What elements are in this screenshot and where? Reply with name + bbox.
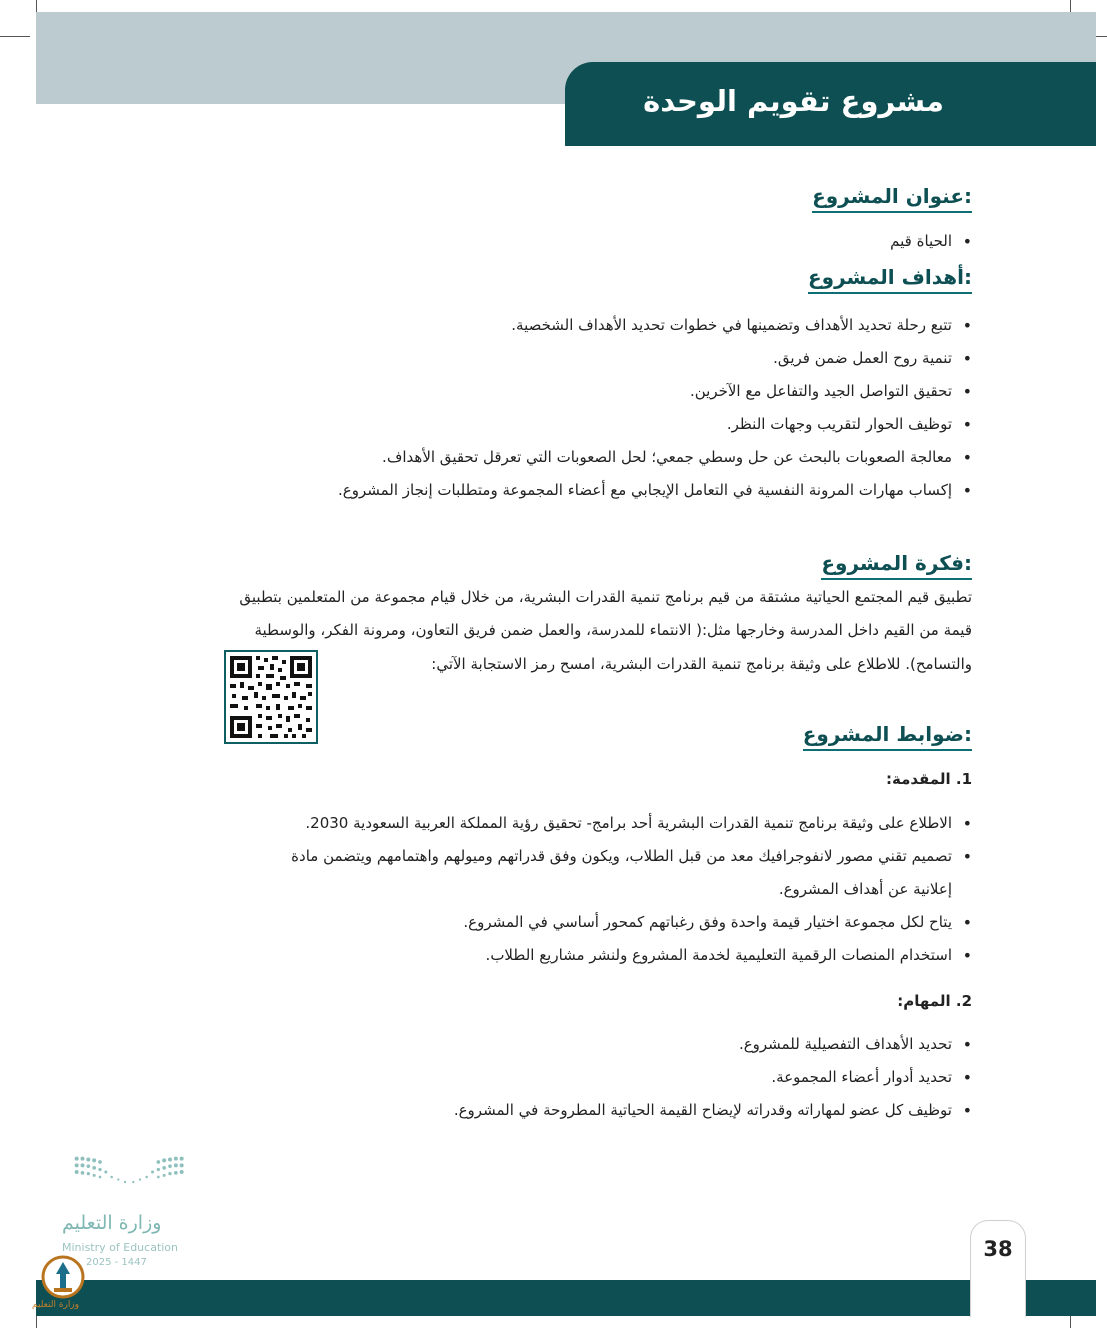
list-item: • استخدام المنصات الرقمية التعليمية لخدمة المشروع ولنشر مشاريع الطلاب. [291, 946, 972, 979]
ministry-logo-icon [60, 1152, 200, 1202]
list-item-continuation: إعلانية عن أهداف المشروع. [778, 880, 952, 898]
project-title-heading: عنوان المشروع: [812, 184, 972, 213]
crop-mark [0, 36, 30, 37]
ministry-name-arabic: وزارة التعليم [62, 1212, 162, 1234]
subsection-heading: 2. المهام: [897, 992, 972, 1010]
project-idea-heading: فكرة المشروع: [821, 551, 972, 580]
project-goals-list [338, 316, 972, 514]
edition-year: 2025 - 1447 [86, 1257, 147, 1268]
footer-band [36, 1280, 1096, 1316]
list-item: • يتاح لكل مجموعة اختيار قيمة واحدة وفق رغباتهم كمحور أساسي في المشروع. [291, 913, 972, 946]
list-item: • إكساب مهارات المرونة النفسية في التعامل الإيجابي مع أعضاء المجموعة ومتطلبات إنجاز المشروع. [338, 481, 972, 514]
paragraph-line: قيمة من القيم داخل المدرسة وخارجها مثل:( الانتماء للمدرسة، والعمل ضمن فريق التعاون، ومرونة الفكر، والوسطية [254, 621, 972, 639]
list-item: • معالجة الصعوبات بالبحث عن حل وسطي جمعي؛ لحل الصعوبات التي تعرقل تحقيق الأهداف. [338, 448, 972, 481]
list-item: • تحديد أدوار أعضاء المجموعة. [454, 1068, 972, 1101]
list-item: • الاطلاع على وثيقة برنامج تنمية القدرات البشرية أحد برامج- تحقيق رؤية المملكة العربية السعودية 2030. [291, 814, 972, 847]
intro-list [291, 814, 972, 979]
list-item: • تنمية روح العمل ضمن فريق. [338, 349, 972, 382]
tasks-list [454, 1035, 972, 1134]
subsection-heading: 1. المقدمة: [885, 770, 972, 788]
page-title: مشروع تقويم الوحدة [643, 84, 944, 118]
list-item: • تتبع رحلة تحديد الأهداف وتضمينها في خطوات تحديد الأهداف الشخصية. [338, 316, 972, 349]
title-banner [565, 62, 1096, 146]
emblem-label: وزارة التعليم [32, 1300, 80, 1310]
page-number-tab [970, 1220, 1026, 1317]
list-item: • الحياة قيم [890, 232, 972, 250]
list-item: • تصميم تقني مصور لانفوجرافيك معد من قبل الطلاب، ويكون وفق قدراتهم وميولهم واهتمامهم ويتضمن مادة [291, 847, 972, 880]
emblem-icon [40, 1254, 86, 1300]
qr-code-icon[interactable] [224, 650, 318, 744]
project-rules-heading: ضوابط المشروع: [803, 722, 972, 751]
project-goals-heading: أهداف المشروع: [808, 265, 972, 294]
list-item: • توظيف كل عضو لمهاراته وقدراته لإيضاح القيمة الحياتية المطروحة في المشروع. [454, 1101, 972, 1134]
list-item: • تحديد الأهداف التفصيلية للمشروع. [454, 1035, 972, 1068]
project-title-list [890, 232, 972, 250]
paragraph-line: تطبيق قيم المجتمع الحياتية مشتقة من قيم برنامج تنمية القدرات البشرية، من خلال قيام مجموعة من المتعلمين بتطبيق [239, 588, 972, 606]
page-number: 38 [983, 1237, 1013, 1261]
ministry-name-english: Ministry of Education [62, 1241, 179, 1254]
list-item: • توظيف الحوار لتقريب وجهات النظر. [338, 415, 972, 448]
paragraph-line: والتسامح). للاطلاع على وثيقة برنامج تنمية القدرات البشرية، امسح رمز الاستجابة الآتي: [431, 655, 972, 673]
list-item: • تحقيق التواصل الجيد والتفاعل مع الآخرين. [338, 382, 972, 415]
